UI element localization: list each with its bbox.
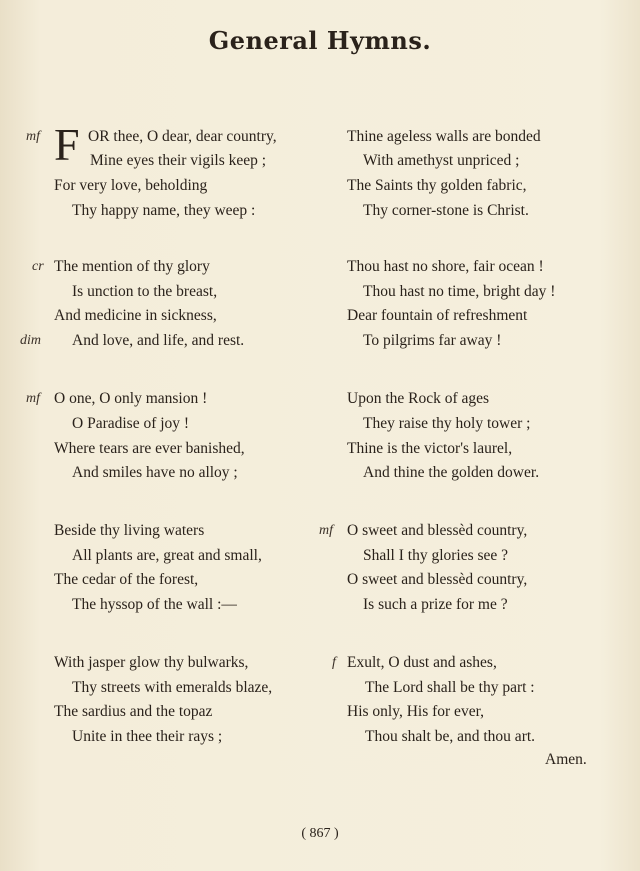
dynamic-mark: mf <box>26 129 40 144</box>
page-number: ( 867 ) <box>301 826 339 841</box>
dynamic-mark: mf <box>319 523 333 538</box>
verse-line: Thine is the victor's laurel, <box>347 440 513 457</box>
verse-line: O sweet and blessèd country, <box>347 571 528 588</box>
verse-line: Thy streets with emeralds blaze, <box>72 679 273 696</box>
drop-cap: F <box>54 119 80 170</box>
verse-line: O Paradise of joy ! <box>72 415 190 432</box>
dynamic-mark: dim <box>20 333 41 348</box>
verse-line: To pilgrims far away ! <box>363 332 502 349</box>
verse-line: All plants are, great and small, <box>72 547 262 564</box>
verse-line: Thou shalt be, and thou art. <box>365 728 536 745</box>
verse-line: Thy corner-stone is Christ. <box>363 202 529 219</box>
verse-line: And medicine in sickness, <box>54 307 217 324</box>
verse-line: His only, His for ever, <box>347 703 484 720</box>
verse-line: OR thee, O dear, dear country, <box>88 128 277 145</box>
verse-line: And smiles have no alloy ; <box>72 464 238 481</box>
verse-line: The sardius and the topaz <box>54 703 213 720</box>
amen-text: Amen. <box>545 751 587 768</box>
verse-line: O one, O only mansion ! <box>54 390 208 407</box>
verse-line: For very love, beholding <box>54 177 208 194</box>
verse-line: Dear fountain of refreshment <box>347 307 528 324</box>
verse-line: And love, and life, and rest. <box>72 332 245 349</box>
verse-line: Thou hast no shore, fair ocean ! <box>347 258 544 275</box>
verse-line: Thine ageless walls are bonded <box>347 128 541 145</box>
verse-line: Thou hast no time, bright day ! <box>363 283 556 300</box>
verse-line: The cedar of the forest, <box>54 571 199 588</box>
verse-line: And thine the golden dower. <box>363 464 540 481</box>
verse-line: Exult, O dust and ashes, <box>347 654 497 671</box>
dynamic-mark: mf <box>26 391 40 406</box>
verse-line: Thy happy name, they weep : <box>72 202 256 219</box>
verse-line: Where tears are ever banished, <box>54 440 245 457</box>
dynamic-mark: cr <box>32 259 44 274</box>
verse-line: The mention of thy glory <box>54 258 210 275</box>
verse-line: With amethyst unpriced ; <box>363 152 520 169</box>
verse-line: Upon the Rock of ages <box>347 390 490 407</box>
verse-line: Shall I thy glories see ? <box>363 547 509 564</box>
verse-line: Mine eyes their vigils keep ; <box>90 152 267 169</box>
verse-line: The Lord shall be thy part : <box>365 679 535 696</box>
verse-line: Beside thy living waters <box>54 522 205 539</box>
verse-line: With jasper glow thy bulwarks, <box>54 654 249 671</box>
verse-line: Unite in thee their rays ; <box>72 728 223 745</box>
dynamic-mark: f <box>332 655 336 670</box>
verse-line: The Saints thy golden fabric, <box>347 177 527 194</box>
page-title: General Hymns. <box>208 26 432 55</box>
verse-line: O sweet and blessèd country, <box>347 522 528 539</box>
verse-line: They raise thy holy tower ; <box>363 415 531 432</box>
verse-line: The hyssop of the wall :— <box>72 596 237 613</box>
verse-line: Is unction to the breast, <box>72 283 218 300</box>
verse-line: Is such a prize for me ? <box>363 596 508 613</box>
